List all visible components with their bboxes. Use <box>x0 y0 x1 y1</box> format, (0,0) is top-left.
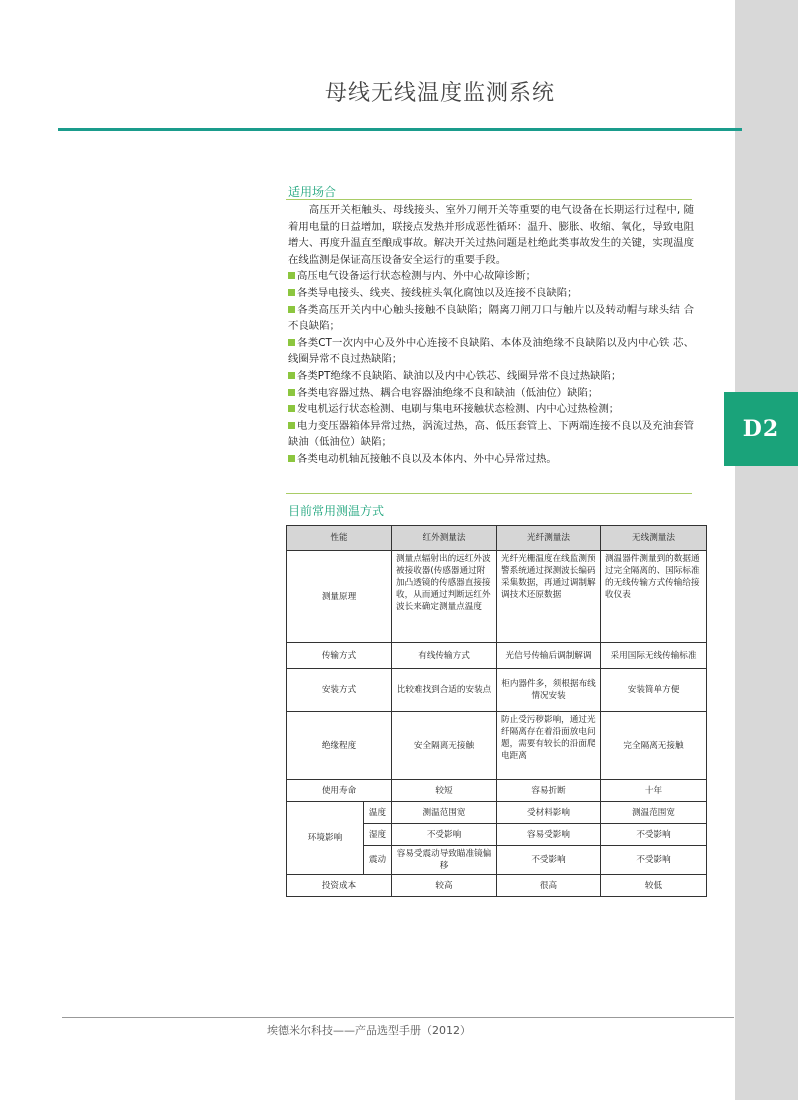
table-cell: 测温器件测量到的数据通过完全隔离的、国际标准的无线传输方式传输给接收仪表 <box>601 551 707 643</box>
page-title: 母线无线温度监测系统 <box>324 81 555 106</box>
row-label: 环境影响 <box>287 802 364 875</box>
side-bar <box>735 0 798 1100</box>
table-cell: 较低 <box>601 875 707 897</box>
row-label: 投资成本 <box>287 875 392 897</box>
table-cell: 不受影响 <box>601 824 707 846</box>
table-cell: 光信号传输后调制解调 <box>497 643 601 669</box>
table-cell: 十年 <box>601 780 707 802</box>
table-cell: 测量点辐射出的远红外波被接收器(传感器通过附加凸透镜的传感器直接接收，从而通过判断远红外波长来确定测量点温度 <box>392 551 497 643</box>
table-cell: 安全隔离无接触 <box>392 712 497 780</box>
list-item: 各类PT绝缘不良缺陷、缺油以及内中心铁芯、线圈异常不良过热缺陷； <box>288 368 694 385</box>
bullet-icon <box>288 422 295 429</box>
footer-text: 埃德米尔科技——产品选型手册（2012） <box>267 1024 471 1037</box>
list-item: 各类高压开关内中心触头接触不良缺陷；隔离刀闸刀口与触片以及转动帽与球头结 合不良缺陷； <box>288 303 694 333</box>
table-cell: 安装简单方便 <box>601 669 707 712</box>
table-cell: 较短 <box>392 780 497 802</box>
section-rule <box>286 199 692 200</box>
sub-label: 湿度 <box>364 824 392 846</box>
table-cell: 不受影响 <box>392 824 497 846</box>
table-cell: 光纤光栅温度在线监测预警系统通过探测波长编码采集数据，再通过调制解调技术还原数据 <box>497 551 601 643</box>
table-cell: 测温范围宽 <box>392 802 497 824</box>
table-row <box>287 712 707 780</box>
footer-rule <box>62 1017 734 1018</box>
bullet-icon <box>288 389 295 396</box>
row-label: 测量原理 <box>287 551 392 643</box>
table-row <box>287 551 707 643</box>
applications-body <box>288 202 694 468</box>
header-cell: 无线测量法 <box>601 526 707 551</box>
section-heading-applications: 适用场合 <box>288 185 337 199</box>
bullet-icon <box>288 272 295 279</box>
table-cell: 柜内器件多，须根据布线情况安装 <box>497 669 601 712</box>
bullet-icon <box>288 339 295 346</box>
sub-label: 震动 <box>364 846 392 875</box>
table-cell: 较高 <box>392 875 497 897</box>
title-rule <box>58 128 742 131</box>
list-item: 各类导电接头、线夹、接线桩头氧化腐蚀以及连接不良缺陷； <box>288 285 694 302</box>
table-row <box>287 780 707 802</box>
row-label: 传输方式 <box>287 643 392 669</box>
table-cell: 受材料影响 <box>497 802 601 824</box>
section-rule <box>286 493 692 494</box>
row-label: 安装方式 <box>287 669 392 712</box>
intro-paragraph: 高压开关柜触头、母线接头、室外刀闸开关等重要的电气设备在长期运行过程中, 随着用电量的日益增加，联接点发热并形成恶性循环：温升、膨胀、收缩、氧化，导致电阻增大、再度升温直至酿成事故。解决开关过热问题是杜绝此类事故发生的关键，实现温度在线监测是保证高压设备安全运行的重要手段。 <box>288 204 694 266</box>
list-item: 电力变压器箱体异常过热，涡流过热，高、低压套管上、下两端连接不良以及充油套管缺油（低油位）缺陷； <box>288 419 694 449</box>
list-item: 各类CT一次内中心及外中心连接不良缺陷、本体及油绝缘不良缺陷以及内中心铁 芯、线圈异常不良过热缺陷； <box>288 336 694 366</box>
list-item: 各类电动机轴瓦接触不良以及本体内、外中心异常过热。 <box>288 451 694 468</box>
table-header-row <box>287 526 707 551</box>
table-cell: 防止受污秽影响，通过光纤隔离存在着沿面放电问题，需要有较长的沿面爬电距离 <box>497 712 601 780</box>
table-cell: 容易折断 <box>497 780 601 802</box>
table-cell: 很高 <box>497 875 601 897</box>
table-cell: 容易受震动导致瞄准镜偏移 <box>392 846 497 875</box>
table-cell: 容易受影响 <box>497 824 601 846</box>
table-cell: 不受影响 <box>601 846 707 875</box>
bullet-icon <box>288 405 295 412</box>
table-row <box>287 643 707 669</box>
bullet-icon <box>288 372 295 379</box>
table-cell: 采用国际无线传输标准 <box>601 643 707 669</box>
table-cell: 完全隔离无接触 <box>601 712 707 780</box>
header-cell: 光纤测量法 <box>497 526 601 551</box>
table-row <box>287 802 707 824</box>
table-cell: 不受影响 <box>497 846 601 875</box>
comparison-table <box>286 525 707 897</box>
sub-label: 温度 <box>364 802 392 824</box>
header-cell: 性能 <box>287 526 392 551</box>
list-item: 各类电容器过热、耦合电容器油绝缘不良和缺油（低油位）缺陷； <box>288 385 694 402</box>
row-label: 绝缘程度 <box>287 712 392 780</box>
list-item: 高压电气设备运行状态检测与内、外中心故障诊断； <box>288 268 694 285</box>
bullet-icon <box>288 455 295 462</box>
bullet-icon <box>288 289 295 296</box>
table-row <box>287 669 707 712</box>
list-item: 发电机运行状态检测、电刷与集电环接触状态检测、内中心过热检测； <box>288 401 694 418</box>
header-cell: 红外测量法 <box>392 526 497 551</box>
chapter-tab: D2 <box>724 392 798 466</box>
section-heading-methods: 目前常用测温方式 <box>288 504 385 518</box>
table-row <box>287 875 707 897</box>
row-label: 使用寿命 <box>287 780 392 802</box>
bullet-icon <box>288 306 295 313</box>
table-cell: 比较难找到合适的安装点 <box>392 669 497 712</box>
table-cell: 测温范围宽 <box>601 802 707 824</box>
table-cell: 有线传输方式 <box>392 643 497 669</box>
